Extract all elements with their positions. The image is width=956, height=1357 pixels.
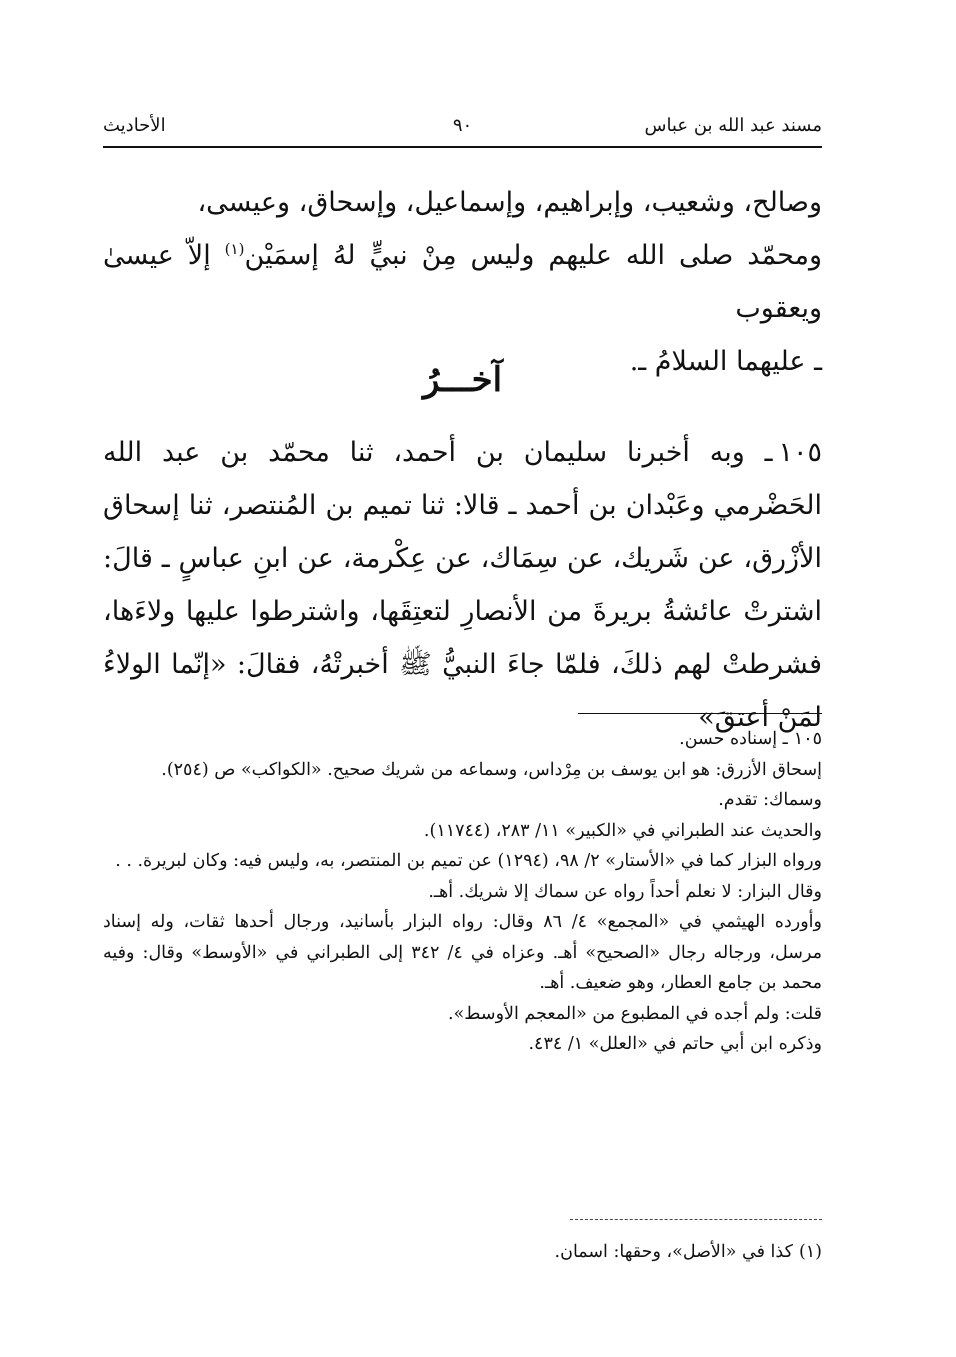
- section-title: الأحاديث: [103, 115, 166, 136]
- note-line: إسحاق الأزرق: هو ابن يوسف بن مِرْداس، وسماعه من شريك صحيح. «الكواكب» ص (٢٥٤).: [161, 759, 822, 780]
- note-text: ـ إسناده حسن.: [679, 729, 788, 749]
- footnote-ref: (١): [224, 240, 245, 258]
- hadith-text: ـ وبه أخبرنا سليمان بن أحمد، ثنا محمّد بن عبد الله الحَضْرمي وعَبْدان بن أحمد ـ قالا: ثنا تميم بن المُنتصر، ثنا إسحاق الأزْرق، عن شَريك، عن سِمَاك، عن عِكْرمة، عن ابنِ عباسٍ ـ قالَ: اشترتْ عائشةُ بريرةَ من الأنصارِ لتعتِقَها، واشترطوا عليها ولاءَها، فشرطتْ لهم ذلكَ، فلمّا جاءَ النبيُّ ﷺ أخبرتْهُ، فقالَ: «إنّما الولاءُ لمَنْ أعتقَ»: [103, 437, 822, 733]
- hadith-105: [103, 426, 822, 744]
- note-line: والحديث عند الطبراني في «الكبير» ١١/ ٢٨٣، (١١٧٤٤).: [423, 820, 822, 841]
- note-line: ورواه البزار كما في «الأستار» ٢/ ٩٨، (١٢٩٤) عن تميم بن المنتصر، به، وليس فيه: وكان لبريرة. . .: [115, 851, 822, 871]
- footnote-text: كذا في «الأصل»، وحقها: اسمان.: [554, 1242, 793, 1262]
- hadith-number: ١٠٥: [778, 437, 822, 468]
- notes-separator: [578, 713, 822, 714]
- note-line: وذكره ابن أبي حاتم في «العلل» ١/ ٤٣٤.: [528, 1034, 822, 1054]
- note-line: وسماك: تقدم.: [718, 790, 822, 810]
- hadith-notes: [103, 724, 822, 1060]
- footnote: [103, 1237, 822, 1267]
- section-heading: آخـــرُ: [422, 360, 503, 400]
- note-line: وقال البزار: لا نعلم أحداً رواه عن سماك إلا شريك. أهـ.: [428, 881, 822, 902]
- intro-line-2: [103, 229, 822, 335]
- note-line: قلت: ولم أجده في المطبوع من «المعجم الأوسط».: [448, 1003, 822, 1024]
- page-number: ٩٠: [452, 115, 473, 136]
- intro-line-2-start: ومحمّد صلى الله عليهم وليس مِنْ نبيٍّ لهُ إسمَيْن: [244, 240, 822, 271]
- running-header: [103, 110, 822, 142]
- header-rule: [103, 146, 822, 148]
- intro-line-2-end: إلاّ عيسىٰ ويعقوب: [103, 240, 822, 324]
- intro-line-3: ـ عليهما السلامُ ـ.: [629, 346, 822, 377]
- note-line: وأورده الهيثمي في «المجمع» ٤/ ٨٦ وقال: رواه البزار بأسانيد، ورجال أحدها ثقات، وله إسناد مرسل، ورجاله رجال «الصحيح» أهـ. وعزاه في ٤/ ٣٤٢ إلى الطبراني في «الأوسط» وقال: وفيه محمد بن جامع العطار، وهو ضعيف. أهـ.: [103, 912, 822, 993]
- footnote-number: (١): [798, 1242, 822, 1262]
- intro-line-1: وصالح، وشعيب، وإبراهيم، وإسماعيل، وإسحاق، وعيسى،: [197, 187, 822, 218]
- hadith-paragraph: [103, 426, 822, 744]
- note-number: ١٠٥: [793, 729, 822, 749]
- note-line: [103, 724, 822, 755]
- footnote-separator: [570, 1219, 822, 1220]
- book-title: مسند عبد الله بن عباس: [644, 115, 822, 136]
